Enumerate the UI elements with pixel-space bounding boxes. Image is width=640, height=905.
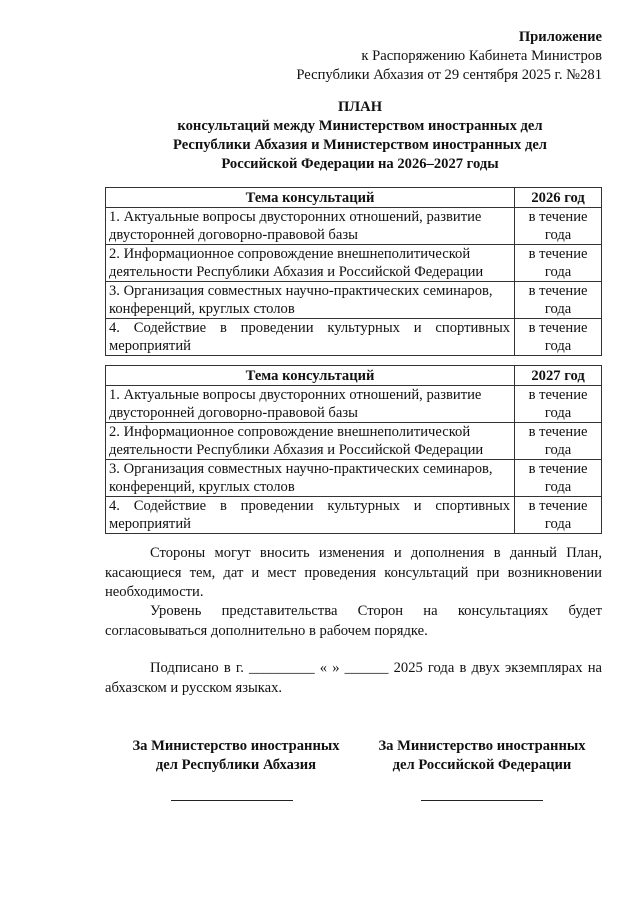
period-text: в течение: [528, 498, 588, 514]
topic-text: 3. Организация совместных научно-практических семинаров,: [109, 283, 493, 299]
period-text: в течение: [528, 283, 588, 299]
period-text: в течение: [528, 387, 588, 403]
appendix-decree-line: к Распоряжению Кабинета Министров: [361, 48, 602, 64]
consultations-table-2026: [105, 187, 602, 356]
signature-left-line-1: За Министерство иностранных: [132, 738, 340, 754]
period-text: года: [544, 338, 572, 354]
topic-text: мероприятий: [109, 516, 191, 532]
period-text: года: [544, 442, 572, 458]
topic-text: 4. Содействие в проведении культурных и спортивных: [109, 320, 511, 336]
signature-right-line-2: дел Российской Федерации: [392, 757, 572, 773]
title-line-3: Российской Федерации на 2026–2027 годы: [221, 156, 499, 172]
paragraph-signed: Подписано в г. _________ « » ______ 2025 года в двух экземплярах на абхазском и русском языках.: [105, 660, 602, 696]
topic-text: деятельности Республики Абхазия и Российской Федерации: [109, 264, 484, 280]
column-header-year: 2026 год: [515, 188, 602, 208]
topic-text: деятельности Республики Абхазия и Российской Федерации: [109, 442, 484, 458]
column-header-year: 2027 год: [515, 366, 602, 386]
period-text: в течение: [528, 424, 588, 440]
appendix-label: Приложение: [518, 29, 602, 45]
table-row: [106, 423, 602, 460]
signature-block-russia: [352, 737, 612, 775]
topic-text: мероприятий: [109, 338, 191, 354]
column-header-topic: Тема консультаций: [106, 366, 515, 386]
paragraph-representation-level: Уровень представительства Сторон на консультациях будет согласовываться дополнительно в рабочем порядке.: [105, 603, 602, 639]
period-text: в течение: [528, 320, 588, 336]
period-text: года: [544, 479, 572, 495]
consultations-table-2027: [105, 365, 602, 534]
appendix-header: [296, 28, 602, 85]
signature-right-line-1: За Министерство иностранных: [378, 738, 586, 754]
signature-line-abkhazia: [171, 800, 293, 801]
appendix-decree-date: Республики Абхазия от 29 сентября 2025 г. №281: [296, 67, 602, 83]
period-text: года: [544, 301, 572, 317]
document-title: [60, 98, 640, 174]
table-row: [106, 497, 602, 534]
topic-text: 2. Информационное сопровождение внешнеполитической: [109, 246, 471, 262]
topic-text: 4. Содействие в проведении культурных и спортивных: [109, 498, 511, 514]
title-line-2: Республики Абхазия и Министерством иностранных дел: [172, 137, 547, 153]
period-text: года: [544, 227, 572, 243]
signature-left-line-2: дел Республики Абхазия: [155, 757, 317, 773]
signature-line-russia: [421, 800, 543, 801]
table-row: [106, 386, 602, 423]
title-line-1: консультаций между Министерством иностранных дел: [177, 118, 543, 134]
table-header-row: [106, 188, 602, 208]
period-text: года: [544, 405, 572, 421]
topic-text: 1. Актуальные вопросы двусторонних отношений, развитие: [109, 209, 482, 225]
table-row: [106, 245, 602, 282]
topic-text: двусторонней договорно-правовой базы: [109, 405, 358, 421]
signature-block-abkhazia: [106, 737, 366, 775]
topic-text: конференций, круглых столов: [109, 479, 295, 495]
title-plan: ПЛАН: [337, 99, 383, 115]
paragraph-changes: Стороны могут вносить изменения и дополнения в данный План, касающиеся тем, дат и мест проведения консультаций при возникновении необходимости.: [105, 545, 602, 600]
topic-text: конференций, круглых столов: [109, 301, 295, 317]
table-header-row: [106, 366, 602, 386]
table-row: [106, 282, 602, 319]
table-row: [106, 460, 602, 497]
period-text: в течение: [528, 209, 588, 225]
period-text: в течение: [528, 246, 588, 262]
period-text: года: [544, 516, 572, 532]
table-row: [106, 319, 602, 356]
topic-text: 3. Организация совместных научно-практических семинаров,: [109, 461, 493, 477]
topic-text: 1. Актуальные вопросы двусторонних отношений, развитие: [109, 387, 482, 403]
period-text: в течение: [528, 461, 588, 477]
topic-text: двусторонней договорно-правовой базы: [109, 227, 358, 243]
topic-text: 2. Информационное сопровождение внешнеполитической: [109, 424, 471, 440]
period-text: года: [544, 264, 572, 280]
table-row: [106, 208, 602, 245]
column-header-topic: Тема консультаций: [106, 188, 515, 208]
